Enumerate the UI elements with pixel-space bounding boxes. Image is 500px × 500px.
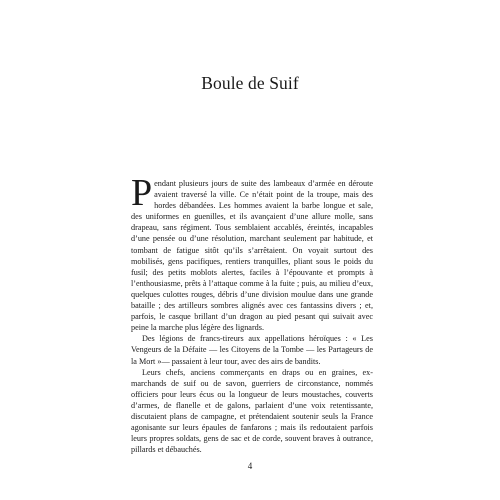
page-number: 4 [247, 461, 253, 471]
paragraph-2: Des légions de francs-tireurs aux appellations héroïques : « Les Vengeurs de la Défaite — les Citoyens de la Tombe — les Partageurs de la Mort »— passaient à leur tour, avec des airs de bandits. [131, 334, 373, 366]
page-title: Boule de Suif [201, 73, 299, 93]
body-text [131, 172, 373, 455]
drop-cap: P [131, 172, 153, 214]
paragraph-1-text: endant plusieurs jours de suite des lambeaux d’armée en déroute avaient traversé la ville. Ce n’était point de la troupe, mais des hordes débandées. Les hommes avaient la barbe longue et sale, des uniformes en guenilles, et ils avançaient d’une allure molle, sans drapeau, sans régiment. Tous semblaient accablés, éreintés, incapables d’une pensée ou d’une résolution, marchant seulement par habitude, et tombant de fatigue sitôt qu’ils s’arrêtaient. On voyait surtout des mobilisés, gens pacifiques, rentiers tranquilles, pliant sous le poids du fusil; des petits moblots alertes, faciles à l’épouvante et prompts à l’enthousiasme, prêts à l’attaque comme à la fuite ; puis, au milieu d’eux, quelques culottes rouges, débris d’une division moulue dans une grande bataille ; des artilleurs sombres alignés avec ces fantassins divers ; et, parfois, le casque brillant d’un dragon au pied pesant qui suivait avec peine la marche plus légère des lignards. [131, 179, 373, 333]
paragraph-3: Leurs chefs, anciens commerçants en draps ou en graines, ex-marchands de suif ou de savon, guerriers de circonstance, nommés officiers pour leurs écus ou la longueur de leurs moustaches, couverts d’armes, de flanelle et de galons, parlaient d’une voix retentissante, discutaient plans de campagne, et prétendaient soutenir seuls la France agonisante sur leurs épaules de fanfarons ; mais ils redoutaient parfois leurs propres soldats, gens de sac et de corde, souvent braves à outrance, pillards et débauchés. [131, 367, 373, 455]
paragraph-1 [131, 172, 373, 333]
